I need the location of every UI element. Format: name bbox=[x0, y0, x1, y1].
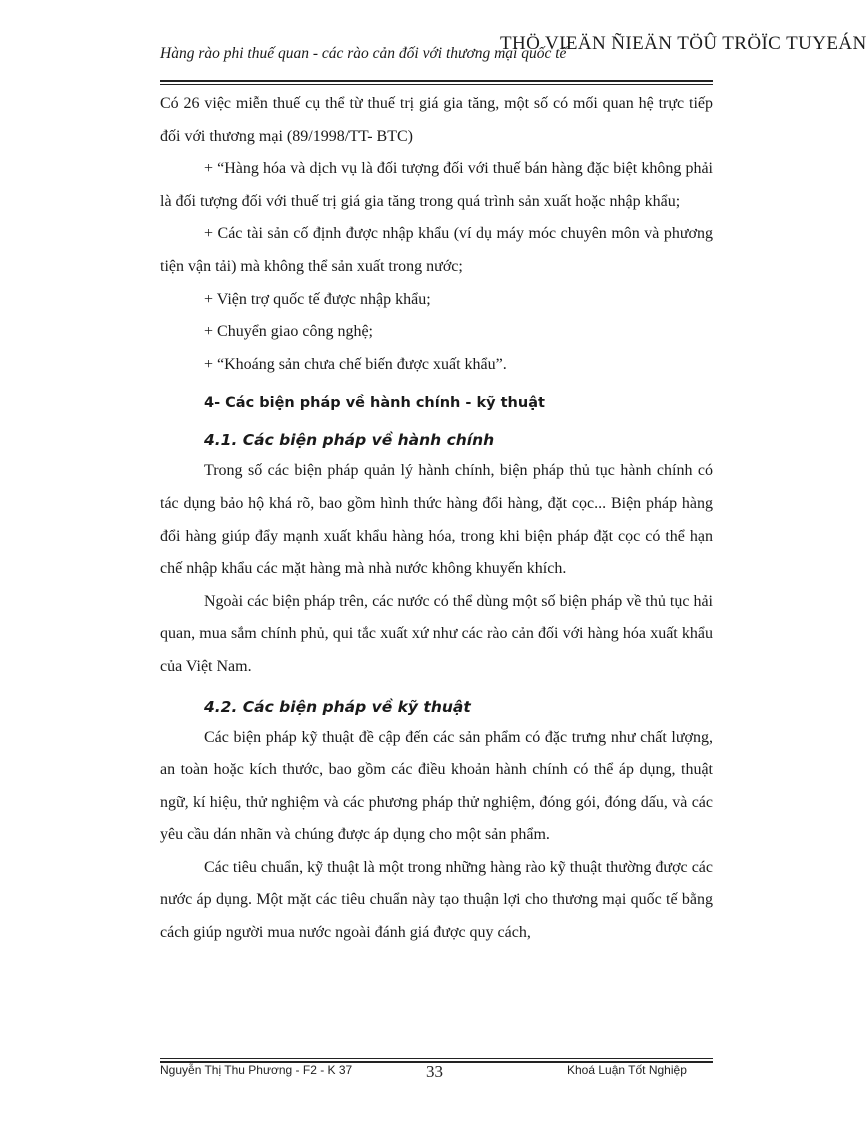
list-item-unprocessed-minerals: + “Khoáng sản chưa chế biến được xuất khẩu”. bbox=[204, 355, 507, 373]
paragraph-vat-exemptions: Có 26 việc miễn thuế cụ thể từ thuế trị giá gia tăng, một số có mối quan hệ trực tiếp đối với thương mại (89/1998/TT- BTC) bbox=[160, 95, 713, 145]
paragraph-technical-measures: Các biện pháp kỹ thuật đề cập đến các sản phẩm có đặc trưng như chất lượng, an toàn hoặc kích thước, bao gồm các điều khoản hành chính có thể áp dụng, thuật ngữ, kí hiệu, thử nghiệm và các phương pháp thử nghiệm, đóng gói, đóng dấu, và các yêu cầu dán nhãn và chúng được áp dụng cho một sản phẩm. bbox=[160, 728, 713, 844]
running-header-title: Hàng rào phi thuế quan - các rào cản đối với thương mại quốc tế bbox=[160, 45, 567, 62]
footer-author: Nguyễn Thị Thu Phương - F2 - K 37 bbox=[160, 1063, 353, 1077]
footer-document-type: Khoá Luận Tốt Nghiệp bbox=[567, 1063, 687, 1077]
subsection-heading-4-2: 4.2. Các biện pháp về kỹ thuật bbox=[204, 697, 471, 716]
subsection-heading-4-1: 4.1. Các biện pháp về hành chính bbox=[204, 431, 495, 450]
header-rule bbox=[160, 80, 713, 85]
library-watermark: THÖ VIEÄN ÑIEÄN TÖÛ TRÖÏC TUYEÁN bbox=[500, 33, 867, 54]
list-item-international-aid: + Viện trợ quốc tế được nhập khẩu; bbox=[204, 290, 431, 308]
paragraph-administrative-measures: Trong số các biện pháp quản lý hành chính, biện pháp thủ tục hành chính có tác dụng bảo hộ khá rõ, bao gồm hình thức hàng đổi hàng, đặt cọc... Biện pháp hàng đổi hàng giúp đẩy mạnh xuất khẩu hàng hóa, trong khi biện pháp đặt cọc có thể hạn chế nhập khẩu các mặt hàng mà nhà nước không khuyến khích. bbox=[160, 462, 713, 578]
section-heading-4: 4- Các biện pháp về hành chính - kỹ thuật bbox=[204, 395, 545, 412]
paragraph-standards: Các tiêu chuẩn, kỹ thuật là một trong những hàng rào kỹ thuật thường được các nước áp dụng. Một mặt các tiêu chuẩn này tạo thuận lợi cho thương mại quốc tế bằng cách giúp người mua nước ngoài đánh giá được quy cách, bbox=[160, 858, 713, 942]
paragraph-other-measures: Ngoài các biện pháp trên, các nước có thể dùng một số biện pháp về thủ tục hải quan, mua sắm chính phủ, qui tắc xuất xứ như các rào cản đối với hàng hóa xuất khẩu của Việt Nam. bbox=[160, 592, 713, 675]
page-number: 33 bbox=[426, 1062, 443, 1081]
list-item-fixed-assets: + Các tài sản cố định được nhập khẩu (ví dụ máy móc chuyên môn và phương tiện vận tải) mà không thể sản xuất trong nước; bbox=[160, 225, 713, 275]
page-body bbox=[160, 88, 713, 950]
list-item-technology-transfer: + Chuyển giao công nghệ; bbox=[204, 323, 373, 341]
list-item-special-goods: + “Hàng hóa và dịch vụ là đối tượng đối với thuế bán hàng đặc biệt không phải là đối tượng đối với thuế trị giá gia tăng trong quá trình sản xuất hoặc nhập khẩu; bbox=[160, 160, 713, 210]
